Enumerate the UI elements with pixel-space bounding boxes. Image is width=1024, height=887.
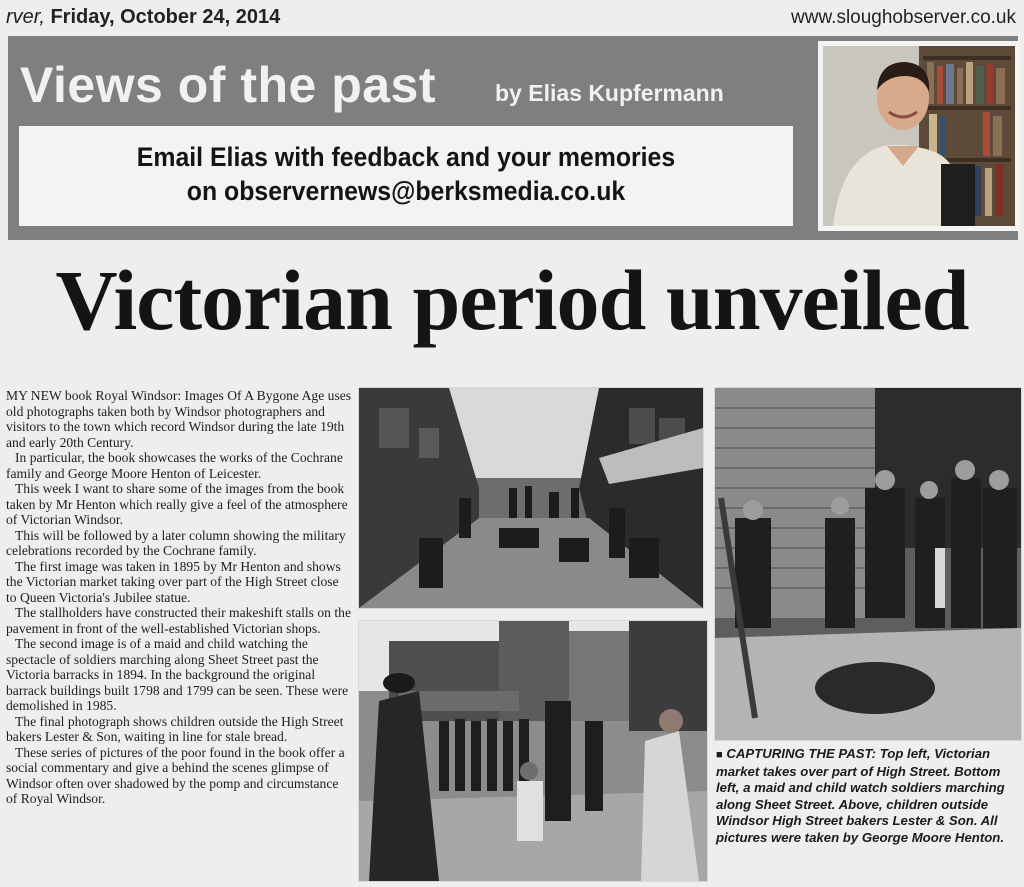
column-banner — [8, 36, 1018, 240]
bakery-photo — [714, 387, 1022, 741]
article-paragraph: The second image is of a maid and child watching the spectacle of soldiers marching along Sheet Street past the Victoria barracks in 1894. In the background the original barrack buildings built 1798 and 1799 can be seen. These were demolished in 1985. — [6, 636, 349, 713]
photo-caption — [716, 746, 1022, 846]
issue-date — [6, 6, 280, 29]
feedback-box — [19, 126, 793, 226]
article-headline: Victorian period unveiled — [55, 252, 969, 348]
market-photo-image — [359, 388, 703, 608]
column-title: Views of the past — [20, 57, 437, 113]
article-paragraph: In particular, the book showcases the works of the Cochrane family and George Moore Henton of Leicester. — [6, 450, 343, 481]
column-author: by Elias Kupfermann — [495, 80, 724, 106]
masthead-bar — [0, 0, 1024, 34]
caption-lead: CAPTURING THE PAST: — [726, 746, 877, 761]
soldiers-photo-image — [359, 621, 707, 881]
article-paragraph: The final photograph shows children outside the High Street bakers Lester & Son, waiting in line for stale bread. — [6, 713, 344, 744]
date-text: Friday, October 24, 2014 — [50, 6, 281, 28]
article-paragraph: This will be followed by a later column showing the military celebrations recorded by the Cochrane family. — [6, 527, 346, 558]
caption-bullet-icon: ■ — [716, 749, 723, 761]
feedback-line-1: Email Elias with feedback and your memories — [136, 142, 676, 172]
feedback-line-2: on observernews@berksmedia.co.uk — [186, 176, 626, 206]
website-url: www.sloughobserver.co.uk — [791, 7, 1016, 28]
article-paragraph: The stallholders have constructed their makeshift stalls on the pavement in front of the well-established Victorian shops. — [6, 605, 351, 636]
author-portrait — [818, 41, 1020, 231]
article-paragraph: The first image was taken in 1895 by Mr Henton and shows the Victorian market taking over part of the High Street close to Queen Victoria's Jubilee statue. — [6, 558, 341, 605]
article-paragraph: MY NEW book Royal Windsor: Images Of A Bygone Age uses old photographs taken both by Windsor photographers and visitors to the town which record Windsor during the late 19th and early 20th Century. — [6, 388, 352, 450]
market-photo — [358, 387, 704, 609]
article-paragraph: These series of pictures of the poor found in the book offer a social commentary and give a behind the scenes glimpse of Windsor often over shadowed by the pomp and circumstance of Royal Windsor. — [6, 744, 345, 806]
bakery-photo-image — [715, 388, 1021, 740]
article-paragraph: This week I want to share some of the images from the book taken by Mr Henton which really give a feel of the atmosphere of Victorian Windsor. — [6, 481, 348, 527]
author-portrait-image — [823, 46, 1015, 226]
soldiers-photo — [358, 620, 708, 882]
paper-name-fragment: rver, — [6, 6, 45, 28]
caption-text: Top left, Victorian market takes over part of High Street. Bottom left, a maid and child watch soldiers marching along Sheet Street. Above, children outside Windsor High Street bakers Lester & Son. All pictures were taken by George Moore Henton. — [716, 746, 1005, 845]
article-body — [6, 388, 352, 807]
